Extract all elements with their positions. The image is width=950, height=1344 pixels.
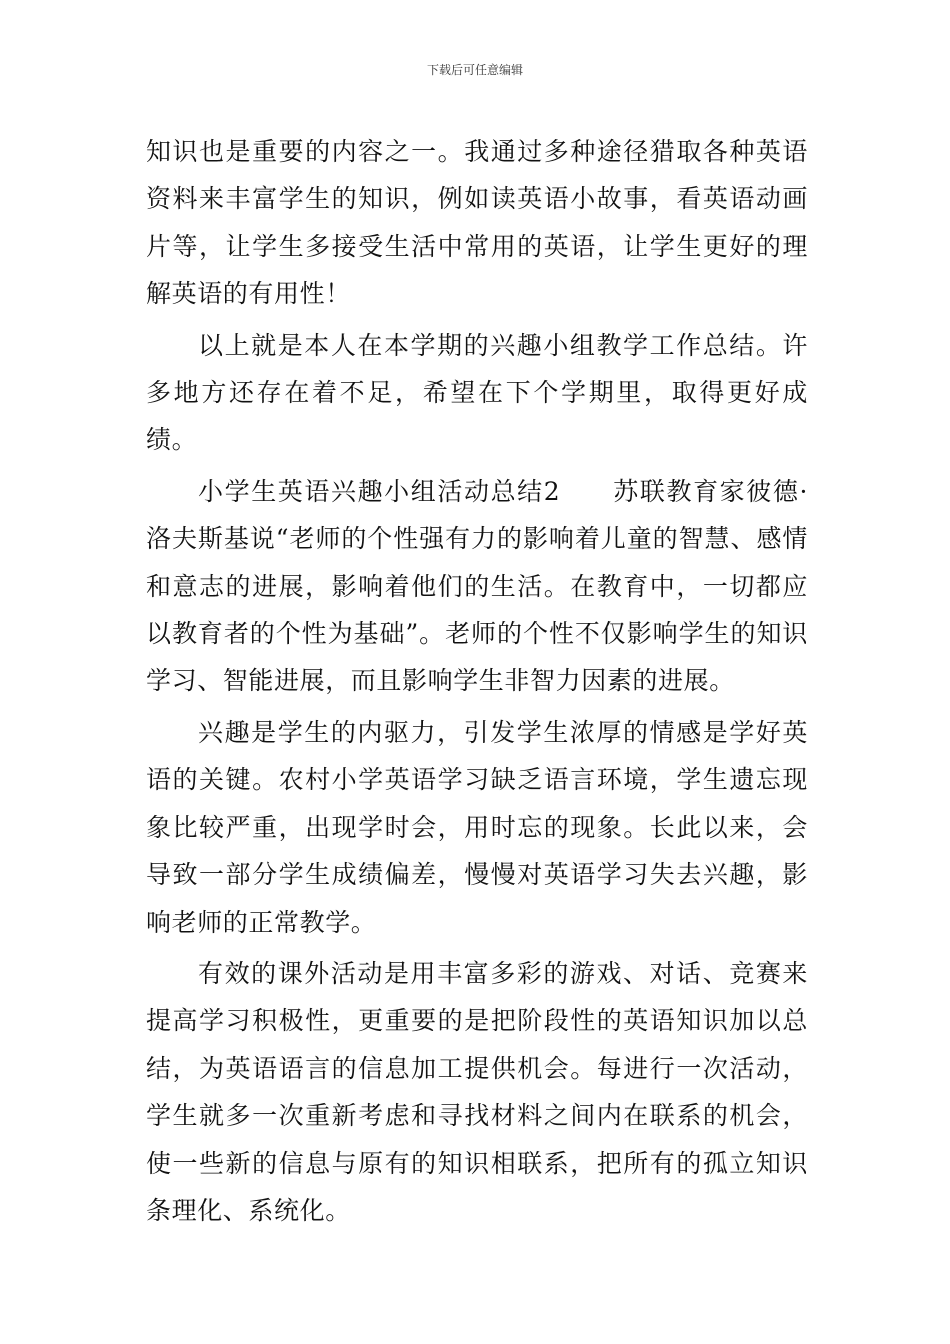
paragraph-2: 以上就是本人在本学期的兴趣小组教学工作总结。许多地方还存在着不足，希望在下个学期里，取得更好成绩。 <box>146 330 808 455</box>
paragraph-3 <box>146 468 808 705</box>
page-header: 下载后可任意编辑 <box>426 63 523 77</box>
paragraph-1: 知识也是重要的内容之一。我通过多种途径猎取各种英语资料来丰富学生的知识，例如读英语小故事，看英语动画片等，让学生多接受生活中常用的英语，让学生更好的理解英语的有用性！ <box>146 137 808 309</box>
paragraph-3-text: 苏联教育家彼德·洛夫斯基说“老师的个性强有力的影响着儿童的智慧、感情和意志的进展，影响着他们的生活。在教育中，一切都应以教育者的个性为基础”。老师的个性不仅影响学生的知识学习、智能进展，而且影响学生非智力因素的进展。 <box>146 476 809 696</box>
document-body <box>146 128 808 1238</box>
paragraph-5: 有效的课外活动是用丰富多彩的游戏、对话、竞赛来提高学习积极性，更重要的是把阶段性的英语知识加以总结，为英语语言的信息加工提供机会。每进行一次活动，学生就多一次重新考虑和寻找材料之间内在联系的机会，使一些新的信息与原有的知识相联系，把所有的孤立知识条理化、系统化。 <box>146 958 808 1225</box>
paragraph-4: 兴趣是学生的内驱力，引发学生浓厚的情感是学好英语的关键。农村小学英语学习缺乏语言环境，学生遗忘现象比较严重，出现学时会，用时忘的现象。长此以来，会导致一部分学生成绩偏差，慢慢对英语学习失去兴趣，影响老师的正常教学。 <box>146 717 808 937</box>
section-title: 小学生英语兴趣小组活动总结2 <box>198 476 561 506</box>
